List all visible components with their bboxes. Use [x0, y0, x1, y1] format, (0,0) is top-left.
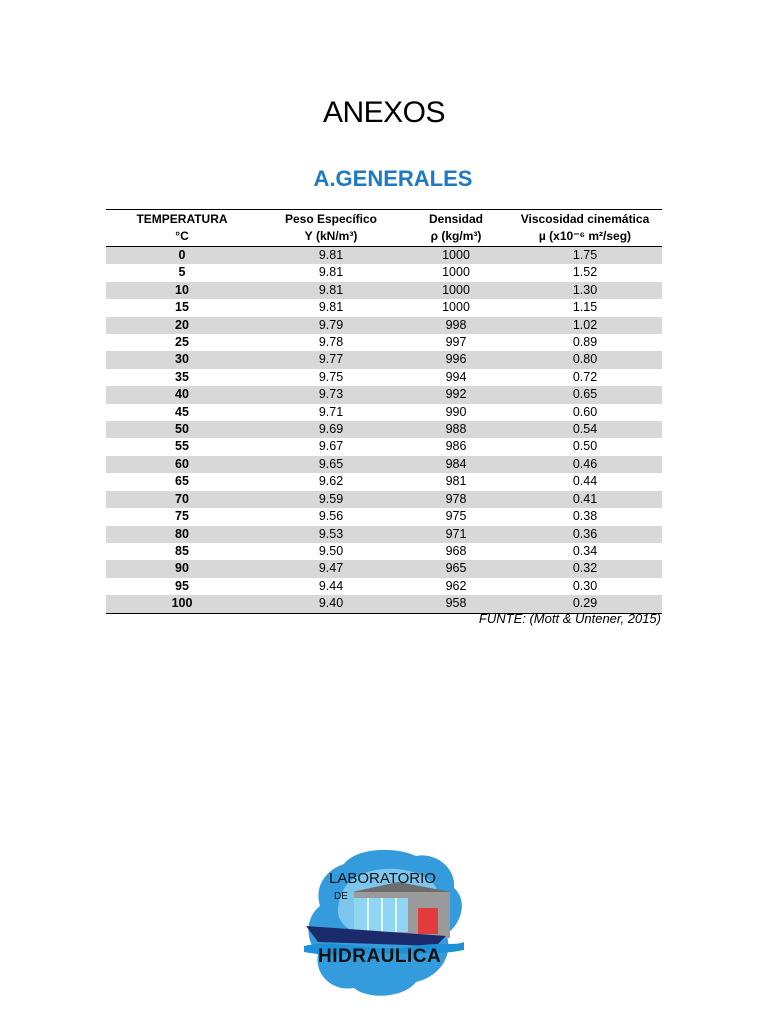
header-specific-weight: Peso Específico: [258, 210, 404, 229]
cell-specific-weight: 9.81: [318, 300, 344, 315]
cell-temperature: 90: [106, 560, 258, 577]
logo-graphic: [296, 842, 472, 1002]
cell-viscosity: 0.89: [572, 335, 598, 350]
table-row: [106, 317, 662, 334]
table-row: [106, 299, 662, 316]
cell-viscosity: 0.46: [508, 456, 662, 473]
cell-temperature: 15: [175, 300, 189, 315]
table-row: [106, 491, 662, 508]
table-row: [106, 404, 662, 421]
cell-temperature: 80: [106, 526, 258, 543]
table-row: [106, 386, 662, 403]
cell-specific-weight: 9.40: [258, 595, 404, 613]
cell-temperature: 50: [106, 421, 258, 438]
cell-density: 984: [404, 456, 508, 473]
cell-temperature: 20: [106, 317, 258, 334]
table-row: [106, 264, 662, 281]
page-title: ANEXOS: [322, 96, 446, 129]
cell-density: 998: [404, 317, 508, 334]
cell-temperature: 55: [175, 439, 189, 454]
table-row: [106, 508, 662, 525]
cell-specific-weight: 9.67: [318, 439, 344, 454]
logo-text-laboratorio: LABORATORIO: [329, 870, 436, 887]
cell-viscosity: 0.29: [508, 595, 662, 613]
header-viscosity: Viscosidad cinemática: [508, 210, 662, 229]
cell-temperature: 25: [175, 335, 189, 350]
cell-specific-weight: 9.81: [258, 282, 404, 299]
cell-temperature: 30: [106, 351, 258, 368]
cell-specific-weight: 9.69: [258, 421, 404, 438]
table-row: [106, 369, 662, 386]
cell-density: 997: [445, 335, 467, 350]
header-temperature: TEMPERATURA: [106, 210, 258, 229]
cell-temperature: 60: [106, 456, 258, 473]
table-row: [106, 578, 662, 595]
cell-viscosity: 1.52: [572, 265, 598, 280]
cell-specific-weight: 9.50: [318, 543, 344, 558]
cell-specific-weight: 9.65: [258, 456, 404, 473]
cell-density: 975: [445, 509, 467, 524]
cell-density: 1000: [442, 265, 470, 280]
cell-temperature: 40: [106, 386, 258, 403]
cell-viscosity: 0.38: [572, 509, 598, 524]
cell-viscosity: 1.15: [572, 300, 598, 315]
table-row: [106, 473, 662, 490]
cell-viscosity: 0.30: [572, 578, 598, 593]
cell-specific-weight: 9.56: [318, 509, 344, 524]
table-row: [106, 247, 662, 265]
cell-specific-weight: 9.71: [318, 404, 344, 419]
cell-viscosity: 0.34: [572, 543, 598, 558]
cell-density: 958: [404, 595, 508, 613]
cell-density: 1000: [404, 282, 508, 299]
cell-specific-weight: 9.79: [258, 317, 404, 334]
header-specific-weight-unit: Υ (kN/m³): [258, 228, 404, 247]
water-properties-table: [106, 209, 662, 614]
building-door: [418, 908, 438, 934]
cell-specific-weight: 9.77: [258, 351, 404, 368]
table-row: [106, 543, 662, 560]
header-density: Densidad: [404, 210, 508, 229]
building-front-glass: [354, 898, 408, 932]
table-row: [106, 438, 662, 455]
cell-density: 968: [445, 543, 467, 558]
cell-temperature: 75: [175, 509, 189, 524]
table-body: [106, 247, 662, 614]
cell-temperature: 95: [175, 578, 189, 593]
logo-text-de: DE: [334, 891, 348, 902]
cell-specific-weight: 9.59: [258, 491, 404, 508]
cell-density: 1000: [442, 300, 470, 315]
section-title: A.GENERALES: [313, 166, 473, 191]
cell-density: 988: [404, 421, 508, 438]
cell-viscosity: 0.65: [508, 386, 662, 403]
cell-temperature: 10: [106, 282, 258, 299]
cell-specific-weight: 9.75: [318, 369, 344, 384]
cell-temperature: 65: [175, 474, 189, 489]
cell-density: 981: [445, 474, 467, 489]
cell-specific-weight: 9.81: [318, 265, 344, 280]
cell-temperature: 85: [175, 543, 189, 558]
cell-viscosity: 1.30: [508, 282, 662, 299]
table-row: [106, 351, 662, 368]
laboratorio-hidraulica-logo: [296, 842, 472, 1002]
header-density-unit: ρ (kg/m³): [404, 228, 508, 247]
cell-temperature: 70: [106, 491, 258, 508]
cell-viscosity: 0.36: [508, 526, 662, 543]
cell-specific-weight: 9.62: [318, 474, 344, 489]
table-row: [106, 526, 662, 543]
cell-density: 996: [404, 351, 508, 368]
table-row: [106, 421, 662, 438]
header-viscosity-unit: µ (x10⁻⁶ m²/seg): [508, 228, 662, 247]
cell-density: 978: [404, 491, 508, 508]
table-row: [106, 456, 662, 473]
table-row: [106, 560, 662, 577]
cell-viscosity: 0.80: [508, 351, 662, 368]
header-temperature-unit: °C: [106, 228, 258, 247]
cell-density: 992: [404, 386, 508, 403]
cell-specific-weight: 9.53: [258, 526, 404, 543]
cell-viscosity: 0.50: [572, 439, 598, 454]
table-row: [106, 334, 662, 351]
cell-density: 971: [404, 526, 508, 543]
cell-specific-weight: 9.81: [258, 247, 404, 265]
cell-temperature: 0: [106, 247, 258, 265]
cell-density: 986: [445, 439, 467, 454]
cell-specific-weight: 9.44: [318, 578, 344, 593]
cell-specific-weight: 9.73: [258, 386, 404, 403]
cell-viscosity: 1.75: [508, 247, 662, 265]
table-row: [106, 282, 662, 299]
cell-viscosity: 0.32: [508, 560, 662, 577]
logo-text-hidraulica: HIDRAULICA: [318, 946, 442, 967]
cell-density: 965: [404, 560, 508, 577]
cell-viscosity: 0.54: [508, 421, 662, 438]
cell-viscosity: 1.02: [508, 317, 662, 334]
cell-viscosity: 0.41: [508, 491, 662, 508]
cell-specific-weight: 9.78: [318, 335, 344, 350]
cell-density: 962: [445, 578, 467, 593]
cell-density: 1000: [404, 247, 508, 265]
cell-density: 994: [445, 369, 467, 384]
cell-viscosity: 0.44: [572, 474, 598, 489]
cell-viscosity: 0.72: [572, 369, 598, 384]
cell-temperature: 45: [175, 404, 189, 419]
cell-temperature: 100: [106, 595, 258, 613]
cell-specific-weight: 9.47: [258, 560, 404, 577]
cell-density: 990: [445, 404, 467, 419]
cell-temperature: 5: [178, 265, 186, 280]
cell-viscosity: 0.60: [572, 404, 598, 419]
source-citation: FUNTE: (Mott & Untener, 2015): [478, 611, 661, 626]
cell-temperature: 35: [175, 369, 189, 384]
